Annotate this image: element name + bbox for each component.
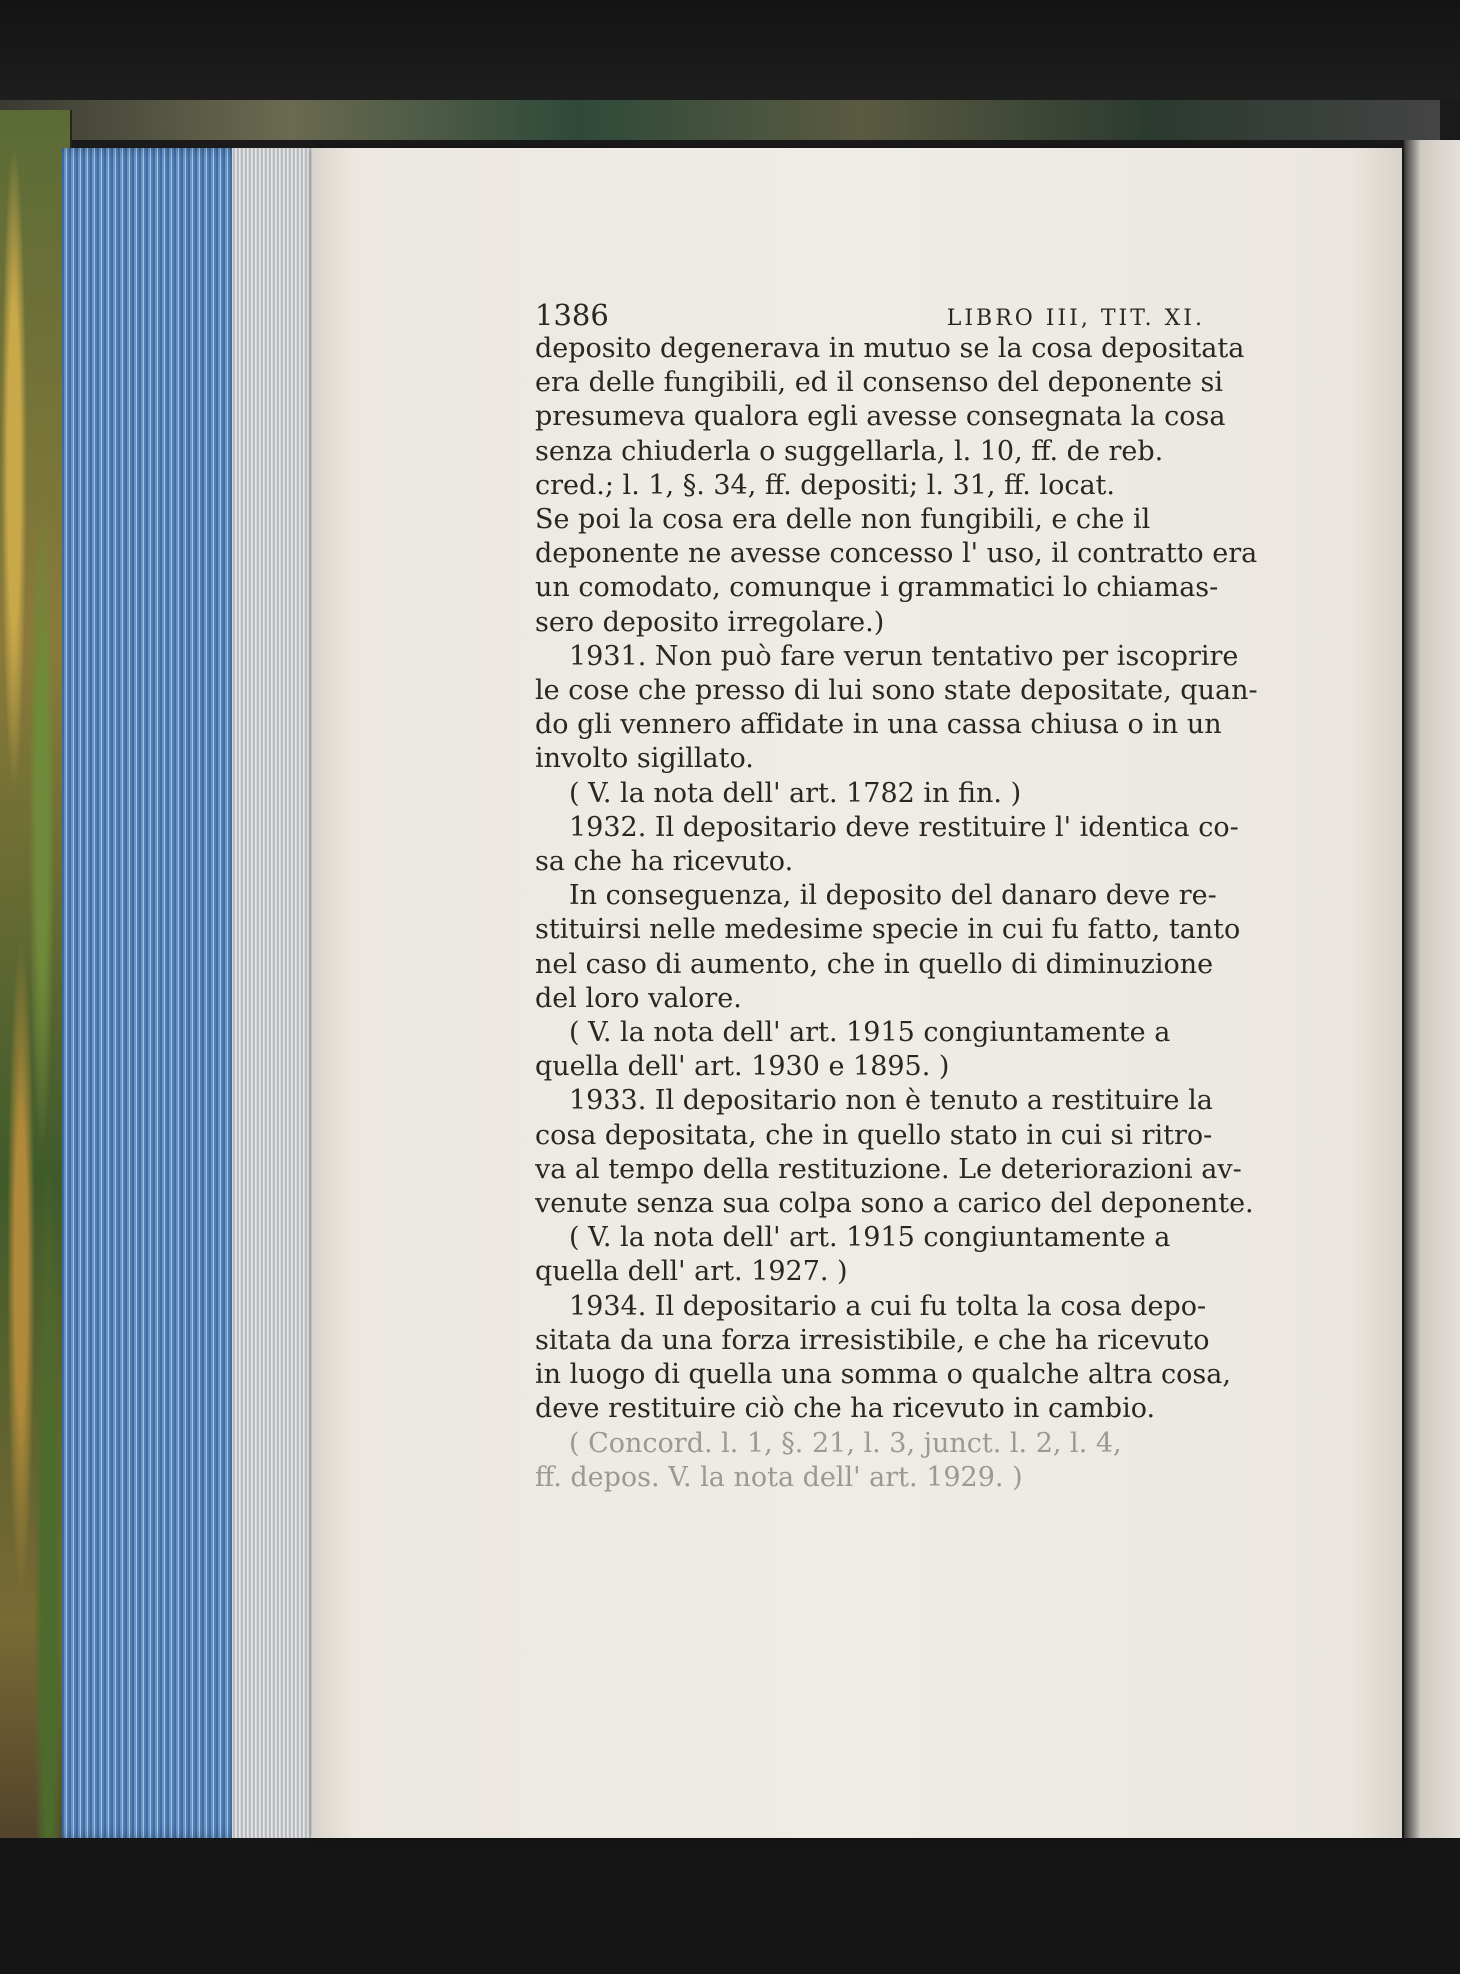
text-line: sa che ha ricevuto. [535, 846, 794, 878]
article-line: 1931. Non può fare verun tentativo per iscoprire [569, 640, 1239, 672]
text-line: senza chiuderla o suggellarla, l. 10, ff. de reb. [535, 435, 1164, 467]
running-head: LIBRO III, TIT. XI. [946, 306, 1205, 331]
text-line: le cose che presso di lui sono state depositate, quan- [535, 675, 1258, 707]
text-line: deponente ne avesse concesso l' uso, il contratto era [535, 538, 1258, 570]
text-line: deve restituire ciò che ha ricevuto in cambio. [535, 1393, 1156, 1425]
marbled-cover-top [0, 100, 1440, 140]
page-number: 1386 [535, 298, 609, 332]
facing-page-edge [1404, 140, 1460, 1840]
page-header [535, 298, 1335, 332]
text-line: sero deposito irregolare.) [535, 606, 885, 638]
text-line: quella dell' art. 1930 e 1895. ) [535, 1051, 950, 1083]
note-line: ( Concord. l. 1, §. 21, l. 3, junct. l. 2, l. 4, [569, 1427, 1122, 1459]
text-line: cosa depositata, che in quello stato in cui si ritro- [535, 1119, 1213, 1151]
text-line: quella dell' art. 1927. ) [535, 1256, 848, 1288]
text-line: sitata da una forza irresistibile, e che ha ricevuto [535, 1324, 1210, 1356]
text-line: In conseguenza, il deposito del danaro deve re- [569, 880, 1217, 912]
note-line: ( V. la nota dell' art. 1915 congiuntamente a [569, 1017, 1171, 1049]
page-edges-white [232, 148, 312, 1838]
article-line: 1933. Il depositario non è tenuto a restituire la [569, 1085, 1213, 1117]
text-line: del loro valore. [535, 982, 742, 1014]
text-line: nel caso di aumento, che in quello di diminuzione [535, 948, 1214, 980]
article-line: 1932. Il depositario deve restituire l' identica co- [569, 811, 1239, 843]
note-line: ( V. la nota dell' art. 1915 congiuntamente a [569, 1222, 1171, 1254]
text-line: presumeva qualora egli avesse consegnata la cosa [535, 401, 1226, 433]
text-line: do gli vennero affidate in una cassa chiusa o in un [535, 709, 1222, 741]
page-text [535, 298, 1335, 1495]
note-line: ( V. la nota dell' art. 1782 in fin. ) [569, 777, 1022, 809]
text-line: va al tempo della restituzione. Le deteriorazioni av- [535, 1153, 1242, 1185]
text-line: deposito degenerava in mutuo se la cosa depositata [535, 333, 1245, 364]
text-line: stituirsi nelle medesime specie in cui fu fatto, tanto [535, 914, 1241, 946]
background-bottom [0, 1838, 1460, 1974]
text-line: ff. depos. V. la nota dell' art. 1929. ) [535, 1461, 1023, 1493]
text-line: era delle fungibili, ed il consenso del deponente si [535, 367, 1224, 399]
text-line: cred.; l. 1, §. 34, ff. depositi; l. 31, ff. locat. [535, 469, 1115, 501]
text-line: involto sigillato. [535, 743, 754, 775]
text-line: venute senza sua colpa sono a carico del deponente. [535, 1188, 1254, 1220]
text-line: in luogo di quella una somma o qualche altra cosa, [535, 1359, 1231, 1391]
background-top [0, 0, 1460, 100]
text-line: Se poi la cosa era delle non fungibili, e che il [535, 504, 1151, 536]
text-line: un comodato, comunque i grammatici lo chiamas- [535, 572, 1219, 604]
article-line: 1934. Il depositario a cui fu tolta la cosa depo- [569, 1290, 1207, 1322]
